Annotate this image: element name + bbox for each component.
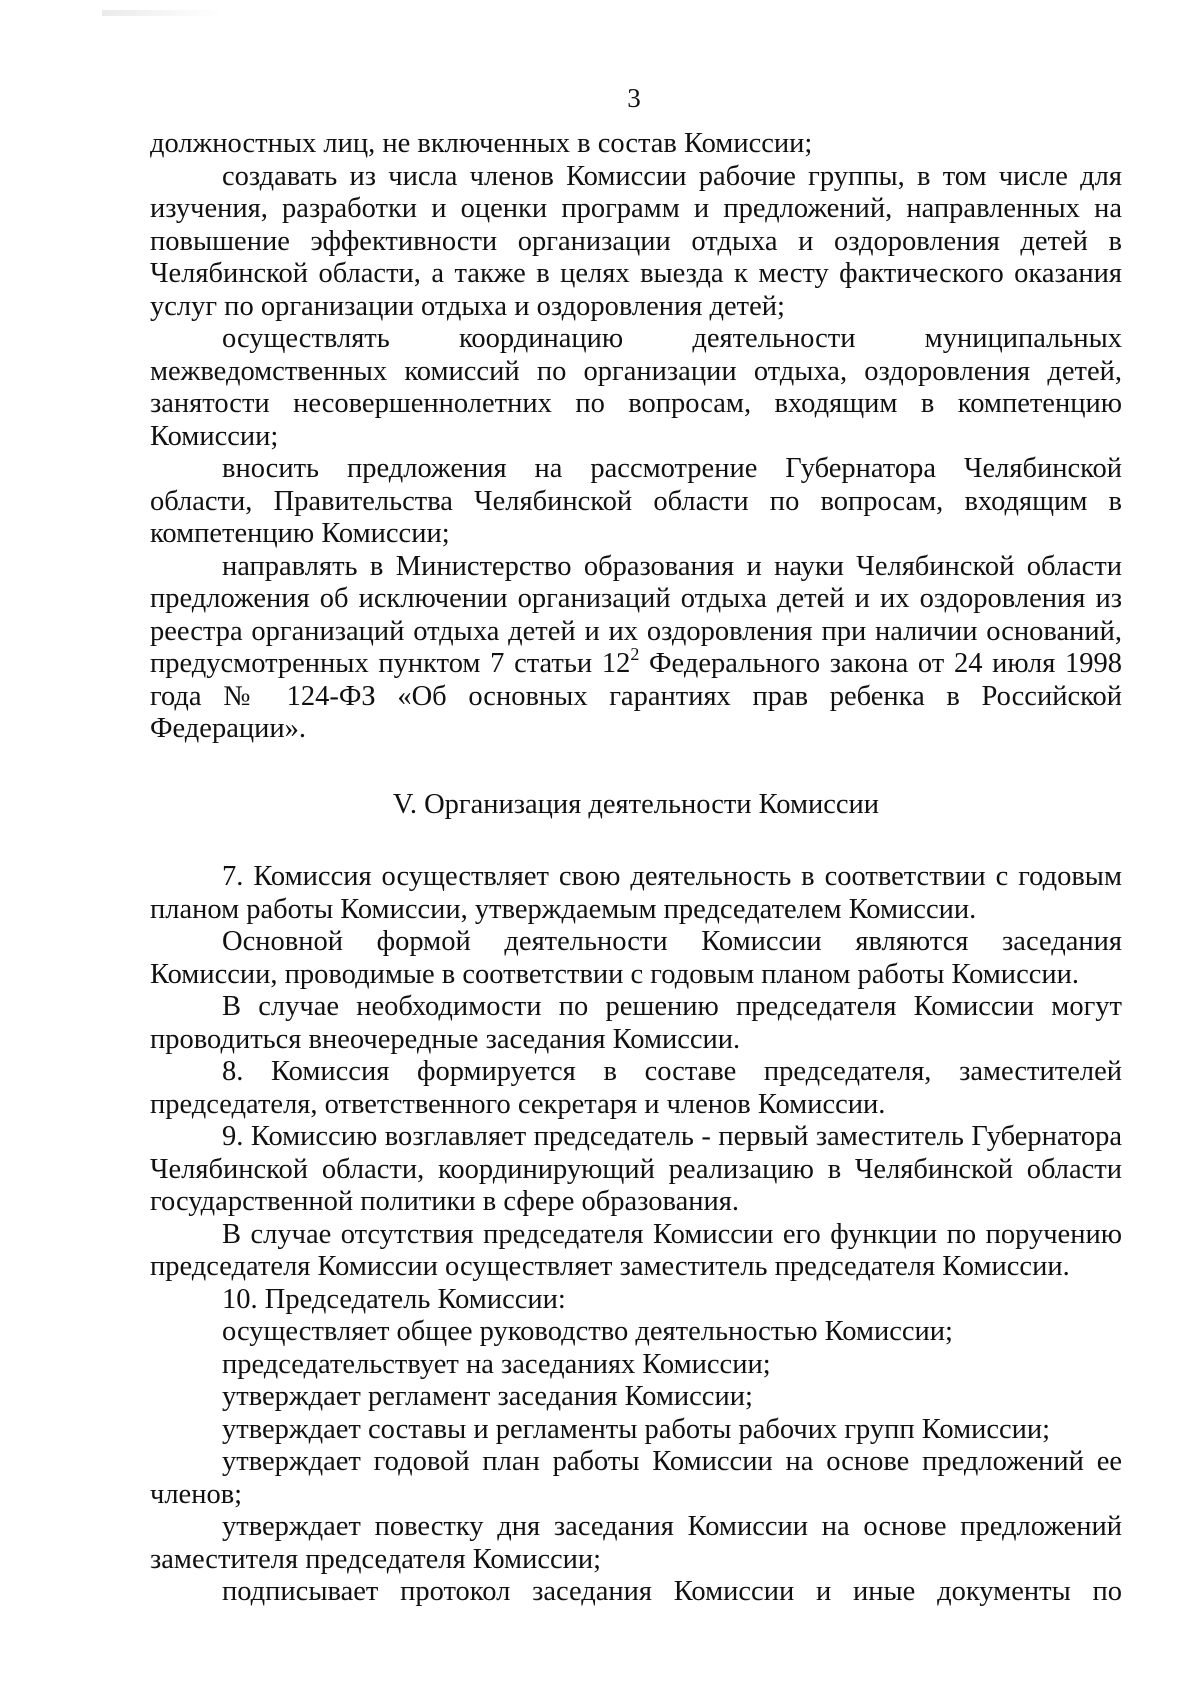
paragraph-text: Федерального закона от 24 июля 1998 года № 124-ФЗ «Об основных гарантиях прав ребенка в Российской Федерации».: [150, 648, 1123, 744]
paragraph: Основной формой деятельности Комиссии являются заседания Комиссии, проводимые в соответствии с годовым планом работы Комиссии.: [150, 926, 1122, 990]
superscript: 2: [630, 643, 640, 664]
paragraph: В случае необходимости по решению председателя Комиссии могут проводиться внеочередные заседания Комиссии.: [150, 991, 1122, 1055]
scan-artifact: [102, 10, 222, 16]
paragraph: 10. Председатель Комиссии:: [222, 1283, 566, 1315]
document-body: [150, 128, 1122, 1609]
paragraph: председательствует на заседаниях Комиссии;: [222, 1348, 771, 1380]
paragraph: утверждает составы и регламенты работы рабочих групп Комиссии;: [222, 1413, 1051, 1445]
paragraph: В случае отсутствия председателя Комиссии его функции по поручению председателя Комиссии осуществляет заместитель председателя Комиссии.: [150, 1218, 1122, 1282]
paragraph: подписывает протокол заседания Комиссии и иные документы по: [222, 1576, 1122, 1607]
paragraph: осуществляет общее руководство деятельностью Комиссии;: [222, 1316, 953, 1347]
paragraph: 8. Комиссия формируется в составе председателя, заместителей председателя, ответственного секретаря и членов Комиссии.: [150, 1056, 1122, 1120]
paragraph: утверждает повестку дня заседания Комиссии на основе предложений заместителя председателя Комиссии;: [150, 1511, 1122, 1575]
paragraph: утверждает регламент заседания Комиссии;: [222, 1381, 753, 1412]
page-number: 3: [627, 83, 641, 113]
paragraph: 9. Комиссию возглавляет председатель - первый заместитель Губернатора Челябинской области, координирующий реализацию в Челябинской области государственной политики в сфере образования.: [150, 1121, 1122, 1217]
paragraph: 7. Комиссия осуществляет свою деятельность в соответствии с годовым планом работы Комиссии, утверждаемым председателем Комиссии.: [150, 861, 1122, 925]
paragraph: утверждает годовой план работы Комиссии на основе предложений ее членов;: [150, 1446, 1122, 1510]
paragraph: создавать из числа членов Комиссии рабочие группы, в том числе для изучения, разработки и оценки программ и предложений, направленных на повышение эффективности организации отдыха и оздоровления детей в Челябинской области, а также в целях выезда к месту фактического оказания услуг по организации отдыха и оздоровления детей;: [150, 160, 1122, 322]
paragraph: [150, 551, 1122, 746]
paragraph-text: направлять в Министерство образования и науки Челябинской области предложения об исключении организаций отдыха детей и их оздоровления из реестра организаций отдыха детей и их оздоровления при наличии оснований, предусмотренных пунктом 7 статьи 12: [150, 550, 1122, 679]
paragraph: вносить предложения на рассмотрение Губернатора Челябинской области, Правительства Челябинской области по вопросам, входящим в компетенцию Комиссии;: [150, 453, 1122, 549]
section-heading: V. Организация деятельности Комиссии: [392, 788, 880, 820]
paragraph: должностных лиц, не включенных в состав Комиссии;: [150, 128, 813, 159]
paragraph: осуществлять координацию деятельности муниципальных межведомственных комиссий по организации отдыха, оздоровления детей, занятости несовершеннолетних по вопросам, входящим в компетенцию Комиссии;: [150, 323, 1122, 452]
